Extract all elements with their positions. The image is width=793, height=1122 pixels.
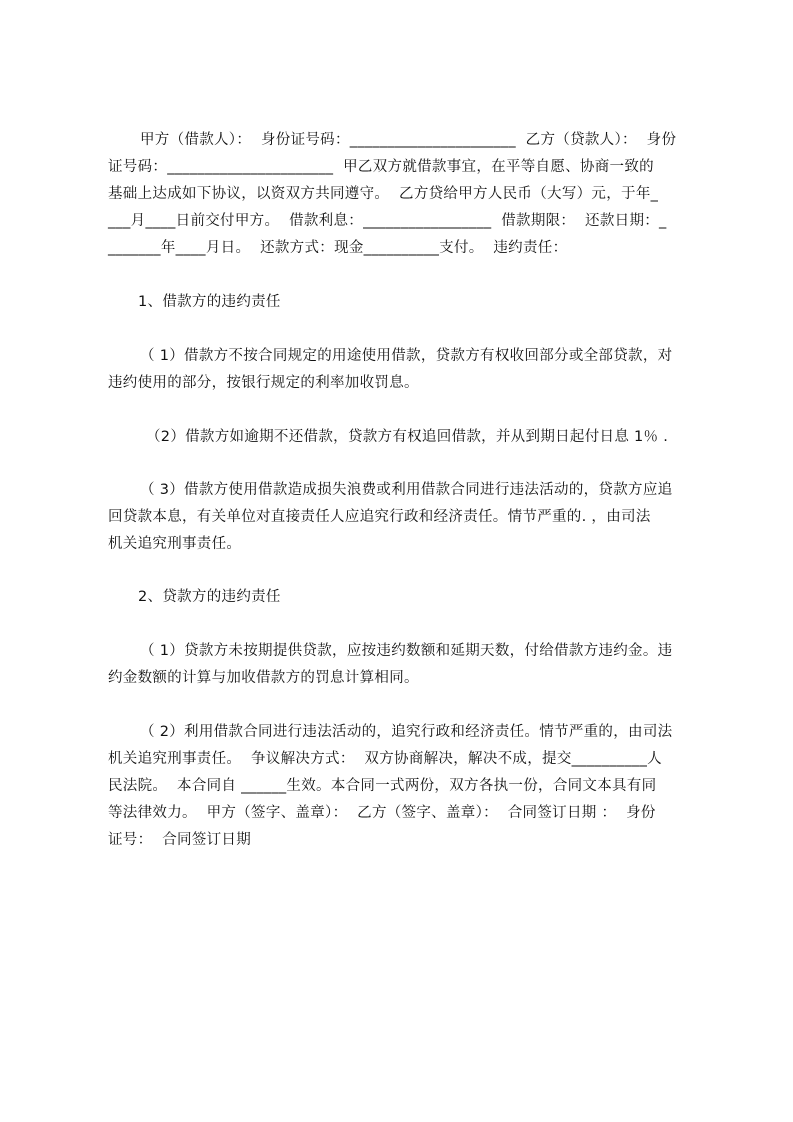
- text-line: 民法院。 本合同自 ______生效。本合同一式两份，双方各执一份，合同文本具有同: [108, 778, 657, 794]
- text-line: 回贷款本息，有关单位对直接责任人应追究行政和经济责任。情节严重的. ，由司法: [108, 509, 651, 525]
- text-line: ___月____日前交付甲方。 借款利息：_________________ 借款期限： 还款日期：_: [108, 213, 667, 229]
- text-line: （ 2）利用借款合同进行违法活动的，追究行政和经济责任。情节严重的，由司法: [140, 724, 673, 740]
- text-line: 基础上达成如下协议，以资双方共同遵守。 乙方贷给甲方人民币（大写）元，于年_: [108, 186, 659, 202]
- text-line: 违约使用的部分，按银行规定的利率加收罚息。: [108, 375, 419, 391]
- text-line: （ 1）借款方不按合同规定的用途使用借款，贷款方有权收回部分或全部贷款，对: [140, 348, 673, 364]
- text-line: _______年____月日。 还款方式：现金__________支付。 违约责任：: [108, 240, 568, 256]
- section-heading: 2、贷款方的违约责任: [138, 589, 281, 605]
- text-line: 机关追究刑事责任。 争议解决方式： 双方协商解决，解决不成，提交__________人: [108, 751, 662, 767]
- text-line: 甲方（借款人）： 身份证号码：______________________ 乙方（贷款人）： 身份: [140, 132, 677, 148]
- text-line: （2）借款方如逾期不还借款，贷款方有权追回借款，并从到期日起付日息 1％ .: [146, 429, 669, 445]
- text-line: （ 1）贷款方未按期提供贷款，应按违约数额和延期天数，付给借款方违约金。违: [140, 643, 673, 659]
- text-line: （ 3）借款方使用借款造成损失浪费或利用借款合同进行违法活动的，贷款方应追: [140, 482, 673, 498]
- text-line: 等法律效力。 甲方（签字、盖章）： 乙方（签字、盖章）： 合同签订日期 ： 身份: [108, 805, 656, 821]
- text-line: 证号码：______________________ 甲乙双方就借款事宜，在平等自愿、协商一致的: [108, 159, 654, 175]
- text-line: 约金数额的计算与加收借款方的罚息计算相同。: [108, 670, 419, 686]
- text-line: 机关追究刑事责任。: [108, 536, 242, 552]
- text-line: 证号： 合同签订日期: [108, 832, 252, 848]
- section-heading: 1、借款方的违约责任: [138, 294, 281, 310]
